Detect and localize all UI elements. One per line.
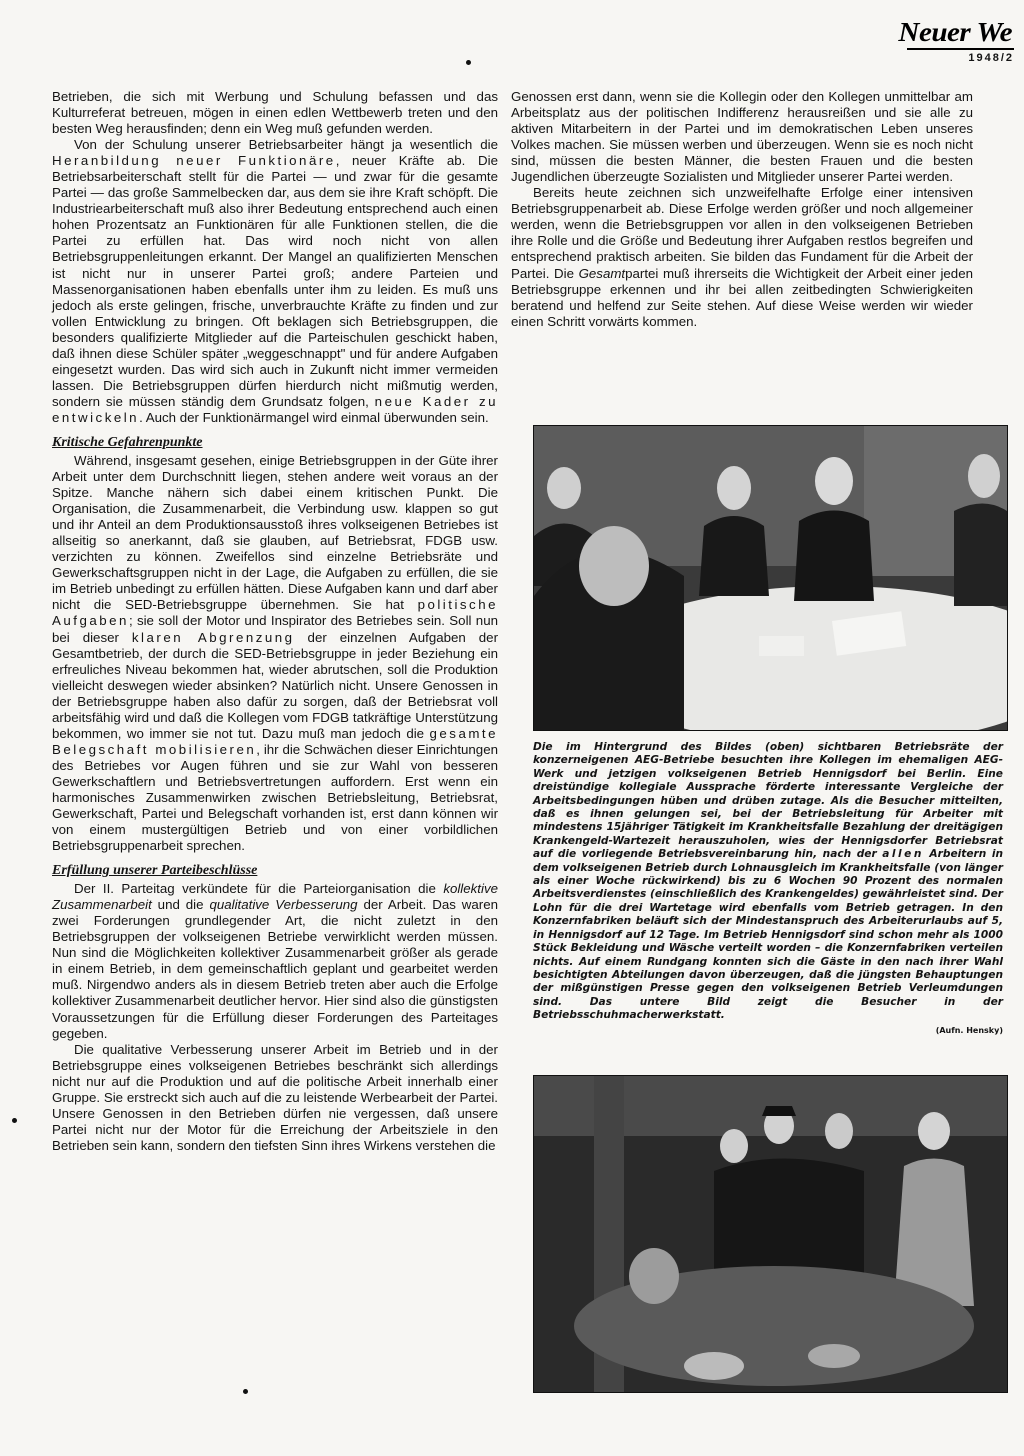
photo-meeting — [533, 425, 1008, 731]
paragraph: Von der Schulung unserer Betriebsarbeiter hängt ja wesentlich die Heranbildung neuer Funktionäre, neuer Kräfte ab. Die Betriebsarbeiterschaft stellt für die Partei — und zwar für die gesamte Partei — das große Sammelbecken dar, aus dem sie ihre Kraft schöpft. Die Industriearbeiterschaft muß also ihrer Bedeutung entsprechend auch einen hohen Prozentsatz an Funktionären für alle Funktionen stellen, die die Partei zu erfüllen hat. Das wird noch nicht von allen Betriebsgruppenleitungen erkannt. Der Mangel an qualifizierten Menschen ist nicht nur in unserer Partei groß; andere Parteien und Massenorganisationen haben ebenfalls unter ihm zu leiden. Es muß uns jedoch als erste gelingen, frische, unverbrauchte Kräfte zu finden und zur vollen Entwicklung zu bringen. Oft beklagen sich Betriebsgruppen, die besonders qualifizierte Mitglieder auf die Parteischulen geschickt haben, daß ihnen diese Schüler später „weggeschnappt" und für andere Aufgaben eingesetzt wurden. Das wird sich auch in Zukunft nicht immer vermeiden lassen. Die Betriebsgruppen dürfen hierdurch nicht mißmutig werden, sondern sie müssen ständig dem Grundsatz folgen, neue Kader zu entwickeln. Auch der Funktionärmangel wird einmal überwunden sein. — [52, 137, 499, 425]
left-column — [52, 89, 498, 1154]
newspaper-logo: Neuer We — [898, 17, 1012, 47]
photo-workshop — [533, 1075, 1008, 1393]
section-heading: Kritische Gefahrenpunkte — [52, 434, 203, 450]
print-mark — [12, 1118, 17, 1123]
paragraph: Genossen erst dann, wenn sie die Kollegin oder den Kollegen unmittelbar am Arbeitsplatz aus der politischen Indifferenz herausreißen und sie alle zu aktiven Mitarbeitern in der Partei und im demokratischen Leben unseres Volkes machen. Sie müssen werben und überzeugen. Wenn sie es noch nicht sind, müssen die besten Männer, die besten Frauen und die besten Jugendlichen überzeugte Sozialisten und Mitglieder unserer Partei werden. — [511, 89, 973, 185]
paragraph: Der II. Parteitag verkündete für die Parteiorganisation die kollektive Zusammenarbeit und die qualitative Verbesserung der Arbeit. Das waren zwei Forderungen grundlegender Art, die nicht zuletzt in den Betriebsgruppen der volkseigenen Betriebe verwirklicht werden müssen. Nun sind die Möglichkeiten kollektiver Zusammenarbeit größer als gerade in einem Betrieb, in dem gemeinschaftlich geplant und gearbeitet werden muß. Nirgendwo anders als in diesem Betrieb treten aber auch die Erfolge kollektiver Zusammenarbeit deutlicher hervor. Hier sind also die günstigsten Voraussetzungen für die Erfüllung dieser Forderungen des Parteitages gegeben. — [52, 881, 498, 1041]
photo-caption: Die im Hintergrund des Bildes (oben) sichtbaren Betriebsräte der konzerneigenen AEG-Betriebe besuchten ihre Kollegen im ehemaligen AEG-Werk und jetzigen volkseigenen Betrieb Hennigsdorf bei Berlin. Eine dreistündige kollegiale Aussprache förderte interessante Vergleiche der Arbeitsbedingungen hüben und drüben zutage. Als die Besucher mitteilten, daß es ihnen gelungen sei, bei der Betriebsleitung für Arbeiter mit mindestens 15jähriger Tätigkeit im Krankheitsfalle Bezahlung der dreitägigen Krankengeld-Wartezeit herauszuholen, wies der Hennigsdorfer Betriebsrat auf die vorliegende Betriebsvereinbarung hin, nach der allen Arbeitern in dem volkseigenen Betrieb durch Lohnausgleich im Krankheitsfalle (von länger als einer Woche rückwirkend) bis zu 6 Wochen 90 Prozent des normalen Arbeitsverdienstes (einschließlich des Krankengeldes) gewährleistet sind. Der Lohn für die drei Wartetage wird ebenfalls vom Betrieb getragen. In den Konzernfabriken beläuft sich der Mindestanspruch des Arbeiterurlaubs auf 5, in Hennigsdorf auf 12 Tage. Im Betrieb Hennigsdorf sind schon mehr als 1000 Stück Bekleidung und Wäsche verteilt worden – die Konzernfabriken verteilen nichts. Auf einem Rundgang konnten sich die Gäste in den nach ihrer Wahl besichtigten Abteilungen davon überzeugen, daß die jüngsten Behauptungen der mißgünstigen Presse gegen den volkseigenen Betrieb Verleumdungen sind. Das untere Bild zeigt die Besucher in der Betriebsschuhmacherwerkstatt. (Aufn. Hensky) — [533, 741, 1003, 1037]
masthead — [898, 17, 1014, 64]
print-mark — [466, 60, 471, 65]
print-mark — [243, 1389, 248, 1394]
paragraph: Während, insgesamt gesehen, einige Betriebsgruppen in der Güte ihrer Arbeit unter dem Durchschnitt liegen, stehen andere weit voraus an der Spitze. Manche nähern sich dabei einem kritischen Punkt. Die Organisation, die Zusammenarbeit, die Verbindung usw. klappen so gut und ihr Anteil an dem Produktionsausstoß ihres volkseigenen Betriebes ist allseitig so anerkannt, daß sie glauben, auf Betriebsrat, FDGB usw. verzichten zu können. Zweifellos sind einzelne Betriebsräte und Gewerkschaftsgruppen nicht in der Lage, die Aufgaben zu erfüllen, die sie im Betrieb unbedingt zu erfüllen hätten. Diese Aufgaben kann und darf aber nicht die SED-Betriebsgruppe übernehmen. Sie hat politische Aufgaben; sie soll der Motor und Inspirator des Betriebes sein. Soll nun bei dieser klaren Abgrenzung der einzelnen Aufgaben der Gesamtbetrieb, der durch die SED-Betriebsgruppe in jeder Beziehung ein erfreuliches Niveau bekommen hat, wieder abrutschen, soll die Produktion vielleicht deswegen wieder absinken? Natürlich nicht. Unsere Genossen in der Betriebsgruppe haben also dafür zu sorgen, daß der Betriebsrat voll arbeitsfähig wird und daß die Kollegen vom FDGB tatkräftige Unterstützung bekommen, wo immer sie not tut. Dazu muß man jedoch die gesamte Belegschaft mobilisieren, ihr die Schwächen dieser Einrichtungen des Betriebes vor Augen führen und sie zur Wahl von besseren Gewerkschaftlern und Betriebsvertretungen auffordern. Erst wenn ein harmonisches Zusammenwirken zwischen Betriebsleitung, Betriebsrat, Gewerkschaft, Partei und Belegschaft vorhanden ist, erst dann können wir von einem mustergültigen Betrieb und von einer vorbildlichen Betriebsgruppenarbeit sprechen. — [52, 452, 499, 854]
paragraph: Bereits heute zeichnen sich unzweifelhafte Erfolge einer intensiven Betriebsgruppenarbeit ab. Diese Erfolge werden größer und noch allgemeiner werden, wenn die Betriebsgruppen vor allen in den volkseigenen Betrieben ihre Rolle und die Größe und Bedeutung ihrer Aufgaben restlos begreifen und entsprechend praktisch arbeiten. Sie bilden das Fundament für die Arbeit der Partei. Die Gesamtpartei muß ihrerseits die Wichtigkeit der Arbeit einer jeden Betriebsgruppe erkennen und ihr bei allen zeitbedingten Schwierigkeiten beratend und helfend zur Seite stehen. Auf diese Weise werden wir wieder einen Schritt vorwärts kommen. — [511, 185, 973, 329]
photo-credit: (Aufn. Hensky) — [935, 1025, 1003, 1035]
issue-number: 1948/2 — [907, 48, 1014, 64]
section-heading: Erfüllung unserer Parteibeschlüsse — [52, 863, 258, 879]
paragraph: Betrieben, die sich mit Werbung und Schulung befassen und das Kulturreferat betreuen, mögen in einen edlen Wettbewerb treten und den besten Weg herausfinden; denn ein Weg muß gefunden werden. — [52, 89, 498, 137]
paragraph: Die qualitative Verbesserung unserer Arbeit im Betrieb und in der Betriebsgruppe eines volkseigenen Betriebes beschränkt sich allerdings nicht nur auf die Produktion und auf die politische Arbeit innerhalb einer Gruppe. Sie erstreckt sich auch auf die zu leistende Werbearbeit der Partei. Unsere Genossen in den Betrieben dürfen nie vergessen, daß unsere Partei nicht nur der Motor für die Erreichung der Arbeitsziele in den Betrieben sein kann, sondern den tiefsten Sinn ihres Wirkens verstehen die — [52, 1041, 498, 1153]
right-column — [511, 89, 973, 330]
